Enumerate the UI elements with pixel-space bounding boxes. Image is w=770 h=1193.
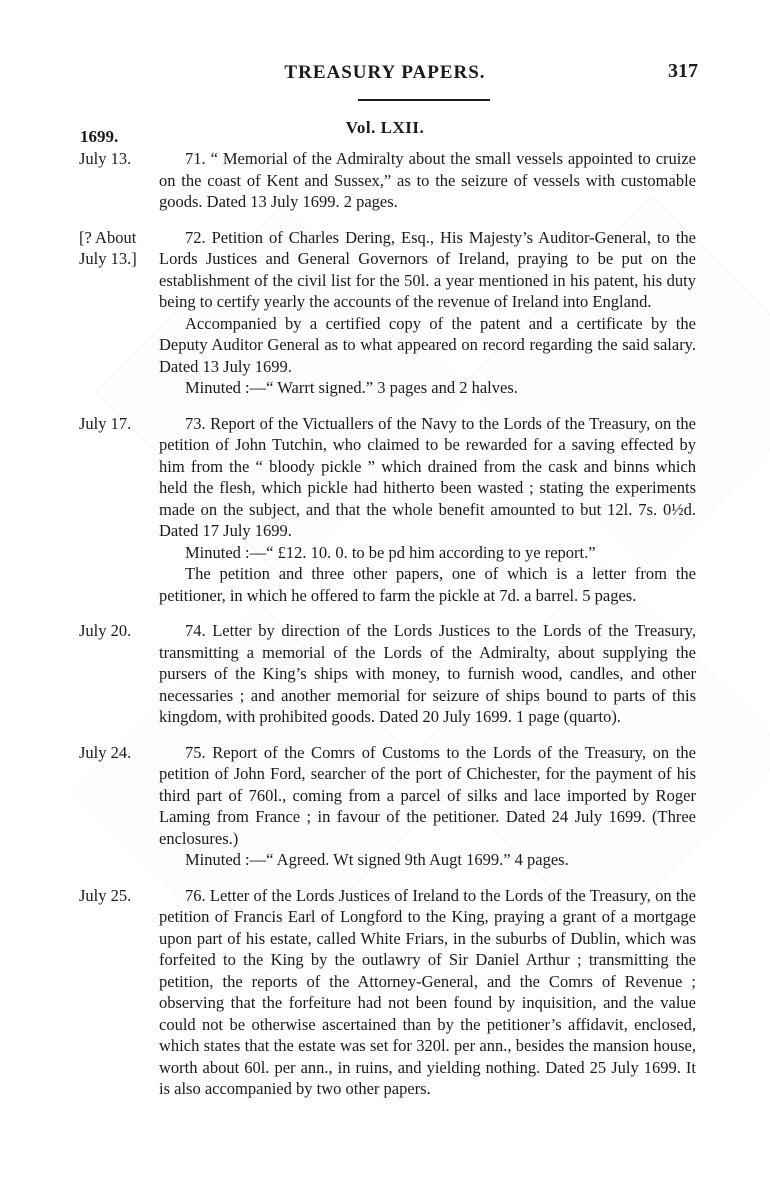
entry-minute: Minuted :—“ £12. 10. 0. to be pd him according to ye report.” <box>185 542 596 562</box>
entry-body <box>159 885 696 1100</box>
entry-paragraph: 72. Petition of Charles Dering, Esq., His Majesty’s Auditor-General, to the Lords Justices and General Governors of Ireland, praying to be put on the establishment of the civil list for the 50l. a year mentioned in his patent, his duty being to certify yearly the accounts of the revenue of Ireland into England. <box>159 227 696 311</box>
entry-date: July 17. <box>79 413 132 433</box>
entry-body <box>159 620 696 728</box>
year-marginal-note: 1699. <box>80 127 119 146</box>
volume-heading: Vol. LXII. <box>345 118 425 137</box>
entry-minute: Minuted :—“ Warrt signed.” 3 pages and 2 halves. <box>185 378 518 397</box>
entry-71 <box>0 148 770 213</box>
entry-minute: Minuted :—“ Agreed. Wt signed 9th Augt 1699.” 4 pages. <box>185 850 569 869</box>
entry-date: July 13. <box>79 149 132 168</box>
entry-paragraph: Accompanied by a certified copy of the patent and a certificate by the Deputy Auditor General as to what appeared on record regarding the said salary. Dated 13 July 1699. <box>159 313 696 376</box>
running-title: TREASURY PAPERS. <box>284 62 486 83</box>
entries-list <box>0 148 770 1114</box>
entry-76 <box>0 885 770 1100</box>
entry-paragraph: 76. Letter of the Lords Justices of Ireland to the Lords of the Treasury, on the petition of Francis Earl of Longford to the King, praying a grant of a mortgage upon part of his estate, called White Friars, in the suburbs of Dublin, which was forfeited to the King by the outlawry of Sir Daniel Arthur ; transmitting the petition, the reports of the Attorney-General, and the Comrs of Revenue ; observing that the forfeiture had not been found by inquisition, and the value could not be otherwise ascertained than by the petitioner’s affidavit, enclosed, which states that the estate was set for 320l. per ann., besides the mansion house, worth about 60l. per ann., in ruins, and yielding nothing. Dated 25 July 1699. It is also accompanied by two other papers. <box>159 885 696 1098</box>
header-rule <box>358 99 490 101</box>
entry-74 <box>0 620 770 728</box>
page-number: 317 <box>668 60 698 82</box>
entry-body <box>159 413 696 607</box>
entry-body <box>159 742 696 871</box>
entry-72 <box>0 227 770 399</box>
entry-paragraph: 75. Report of the Comrs of Customs to the Lords of the Treasury, on the petition of John Ford, searcher of the port of Chichester, for the payment of his third part of 760l., coming from a parcel of silks and lace imported by Roger Laming from France ; in favour of the petitioner. Dated 24 July 1699. (Three enclosures.) <box>159 742 696 848</box>
entry-paragraph: The petition and three other papers, one of which is a letter from the petitioner, in which he offered to farm the pickle at 7d. a barrel. 5 pages. <box>159 564 696 605</box>
entry-date: July 24. <box>79 742 132 762</box>
entry-paragraph: 71. “ Memorial of the Admiralty about the small vessels appointed to cruize on the coast of Kent and Sussex,” as to the seizure of vessels with customable goods. Dated 13 July 1699. 2 pages. <box>159 149 696 211</box>
entry-75 <box>0 742 770 871</box>
entry-body <box>159 148 696 213</box>
entry-body <box>159 227 696 399</box>
entry-paragraph: 73. Report of the Victuallers of the Navy to the Lords of the Treasury, on the petition of John Tutchin, who claimed to be rewarded for a saving effected by him from the “ bloody pickle ” which drained from the cask and binns which held the flesh, which pickle had hitherto been wasted ; stating the experiments made on the subject, and that the whole benefit amounted to but 12l. 7s. 0½d. Dated 17 July 1699. <box>159 413 696 540</box>
entry-date: July 20. <box>79 621 132 640</box>
entry-73 <box>0 413 770 607</box>
entry-date: [? About July 13.] <box>79 227 137 268</box>
entry-date: July 25. <box>79 885 132 905</box>
entry-paragraph: 74. Letter by direction of the Lords Justices to the Lords of the Treasury, transmitting a memorial of the Lords of the Admiralty, about supplying the pursers of the King’s ships with money, to furnish wood, candles, and other necessaries ; and another memorial for seizure of ships bound to parts of this kingdom, with prohibited goods. Dated 20 July 1699. 1 page (quarto). <box>159 621 696 726</box>
